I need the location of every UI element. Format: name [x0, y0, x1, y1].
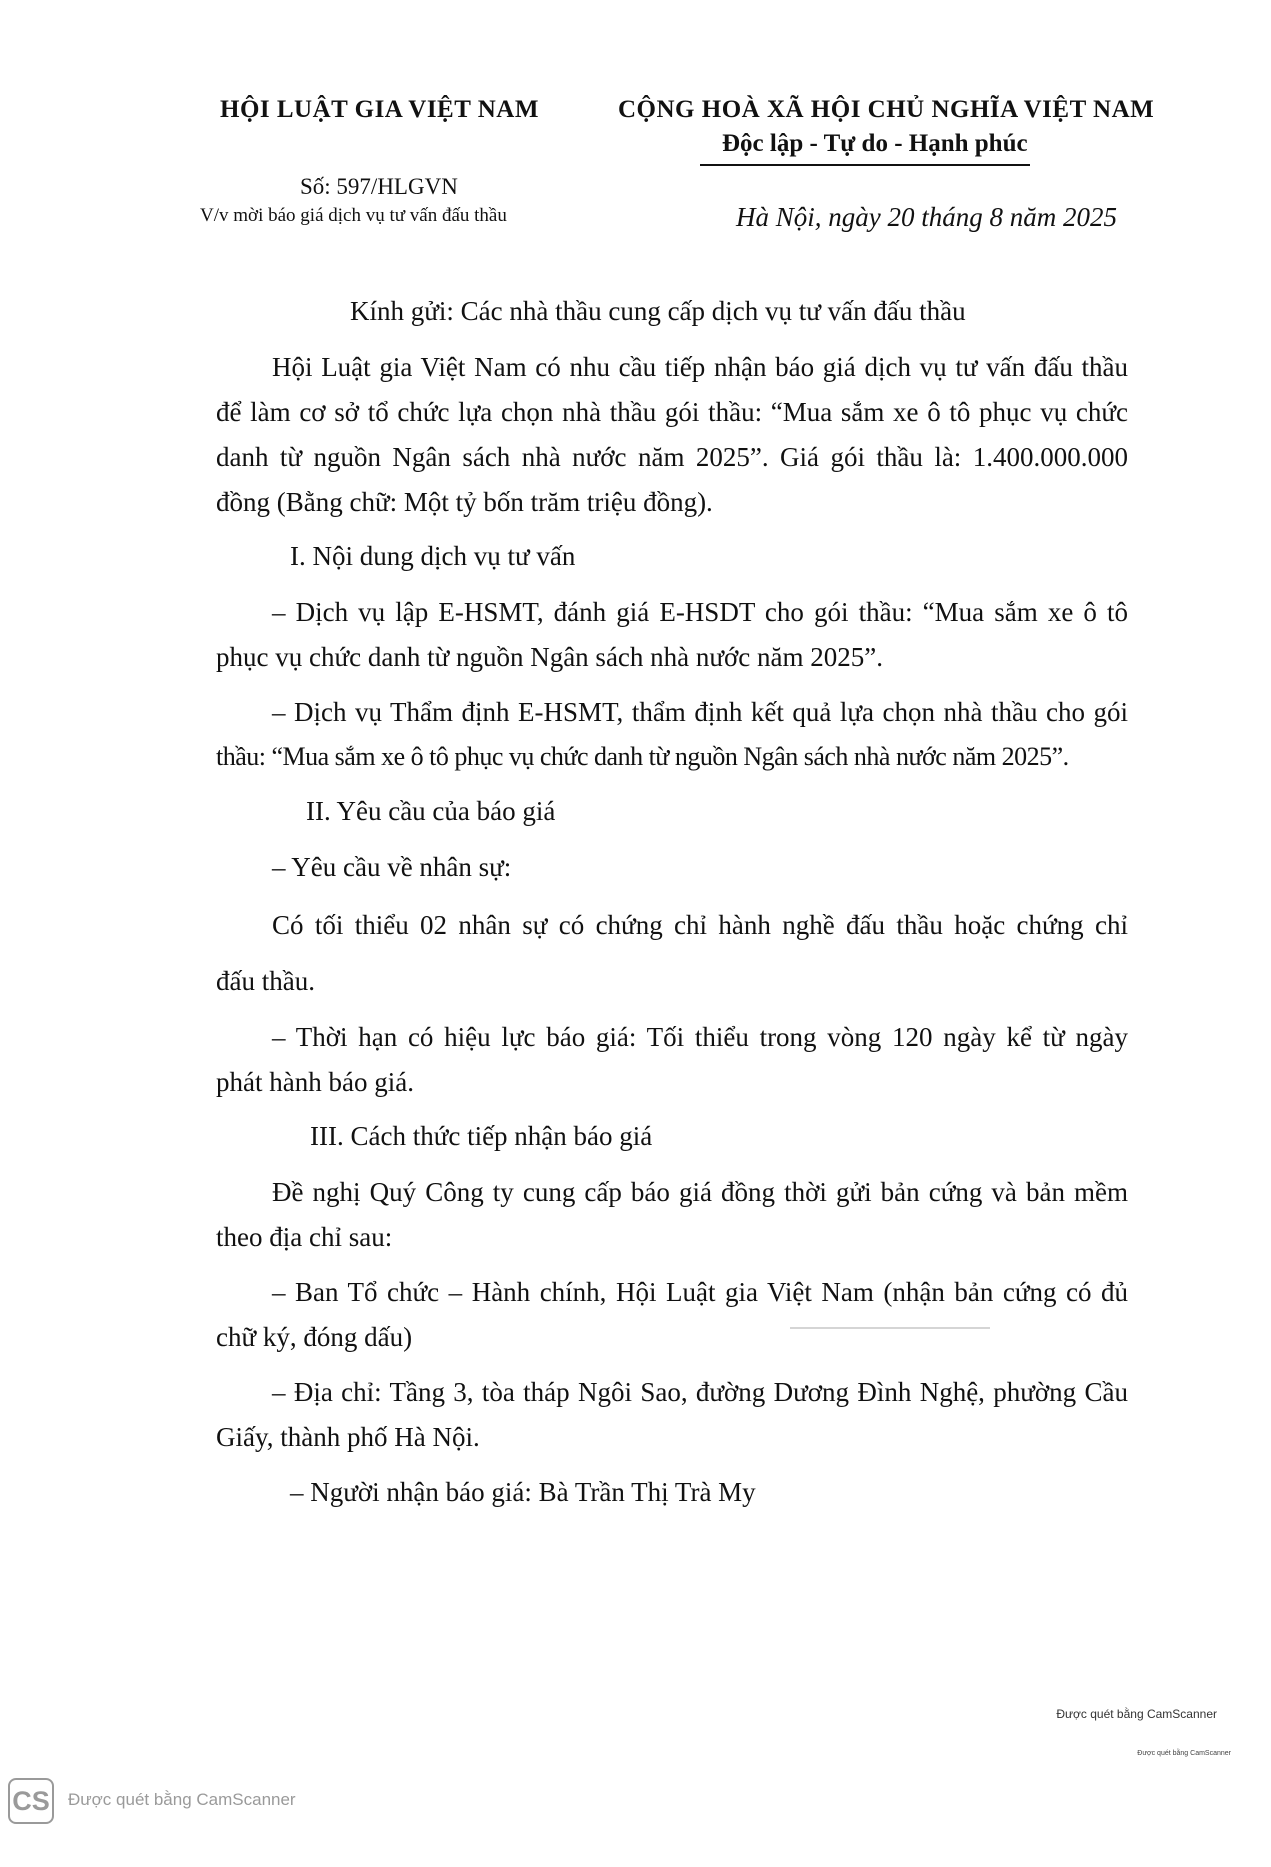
section-1-item-2-cont: thầu: “Mua sắm xe ô tô phục vụ chức danh từ nguồn Ngân sách nhà nước năm 2025”. — [216, 742, 1069, 771]
section-2-item-1: – Yêu cầu về nhân sự: — [272, 852, 512, 882]
document-subject: V/v mời báo giá dịch vụ tư vấn đấu thầu — [200, 205, 507, 226]
camscanner-tiny-note: Được quét bằng CamScanner — [1137, 1750, 1231, 1757]
document-number: Số: 597/HLGVN — [300, 174, 458, 199]
camscanner-logo-icon: CS — [8, 1778, 54, 1824]
section-2-item-1-detail: Có tối thiểu 02 nhân sự có chứng chỉ hành nghề đấu thầu hoặc chứng chỉ — [272, 910, 1128, 940]
section-1-title: I. Nội dung dịch vụ tư vấn — [290, 541, 576, 571]
section-3-item-1-cont: chữ ký, đóng dấu) — [216, 1322, 413, 1352]
section-2-item-2-cont: phát hành báo giá. — [216, 1067, 414, 1097]
section-1-item-1-cont: phục vụ chức danh từ nguồn Ngân sách nhà nước năm 2025”. — [216, 642, 884, 672]
section-3-title: III. Cách thức tiếp nhận báo giá — [310, 1121, 653, 1151]
section-1-item-1: – Dịch vụ lập E-HSMT, đánh giá E-HSDT cho gói thầu: “Mua sắm xe ô tô — [272, 597, 1128, 627]
republic-title: CỘNG HOÀ XÃ HỘI CHỦ NGHĨA VIỆT NAM — [618, 96, 1155, 123]
intro-line: Hội Luật gia Việt Nam có nhu cầu tiếp nhận báo giá dịch vụ tư vấn đấu thầu — [272, 352, 1128, 382]
national-motto: Độc lập - Tự do - Hạnh phúc — [722, 130, 1028, 157]
section-3-intro-cont: theo địa chỉ sau: — [216, 1222, 393, 1252]
section-3-item-3: – Người nhận báo giá: Bà Trần Thị Trà My — [290, 1477, 756, 1507]
organization-name: HỘI LUẬT GIA VIỆT NAM — [220, 96, 539, 123]
intro-line: để làm cơ sở tổ chức lựa chọn nhà thầu gói thầu: “Mua sắm xe ô tô phục vụ chức — [216, 397, 1128, 427]
section-3-intro: Đề nghị Quý Công ty cung cấp báo giá đồng thời gửi bản cứng và bản mềm — [272, 1177, 1128, 1207]
motto-underline — [700, 164, 1030, 166]
salutation: Kính gửi: Các nhà thầu cung cấp dịch vụ tư vấn đấu thầu — [350, 296, 966, 326]
section-1-item-2: – Dịch vụ Thẩm định E-HSMT, thẩm định kết quả lựa chọn nhà thầu cho gói — [272, 697, 1128, 727]
intro-line: danh từ nguồn Ngân sách nhà nước năm 2025”. Giá gói thầu là: 1.400.000.000 — [216, 442, 1128, 472]
scan-smudge — [790, 1327, 990, 1329]
section-3-item-1: – Ban Tổ chức – Hành chính, Hội Luật gia Việt Nam (nhận bản cứng có đủ — [272, 1277, 1128, 1307]
section-3-item-2-cont: Giấy, thành phố Hà Nội. — [216, 1422, 480, 1452]
camscanner-note: Được quét bằng CamScanner — [1056, 1707, 1217, 1721]
camscanner-watermark: Được quét bằng CamScanner — [68, 1790, 296, 1809]
place-date: Hà Nội, ngày 20 tháng 8 năm 2025 — [736, 202, 1117, 232]
section-3-item-2: – Địa chỉ: Tầng 3, tòa tháp Ngôi Sao, đường Dương Đình Nghệ, phường Cầu — [272, 1377, 1128, 1407]
section-2-item-2: – Thời hạn có hiệu lực báo giá: Tối thiểu trong vòng 120 ngày kể từ ngày — [272, 1022, 1128, 1052]
intro-line: đồng (Bằng chữ: Một tỷ bốn trăm triệu đồng). — [216, 487, 713, 517]
section-2-title: II. Yêu cầu của báo giá — [306, 796, 556, 826]
section-2-item-1-detail-cont: đấu thầu. — [216, 966, 315, 996]
